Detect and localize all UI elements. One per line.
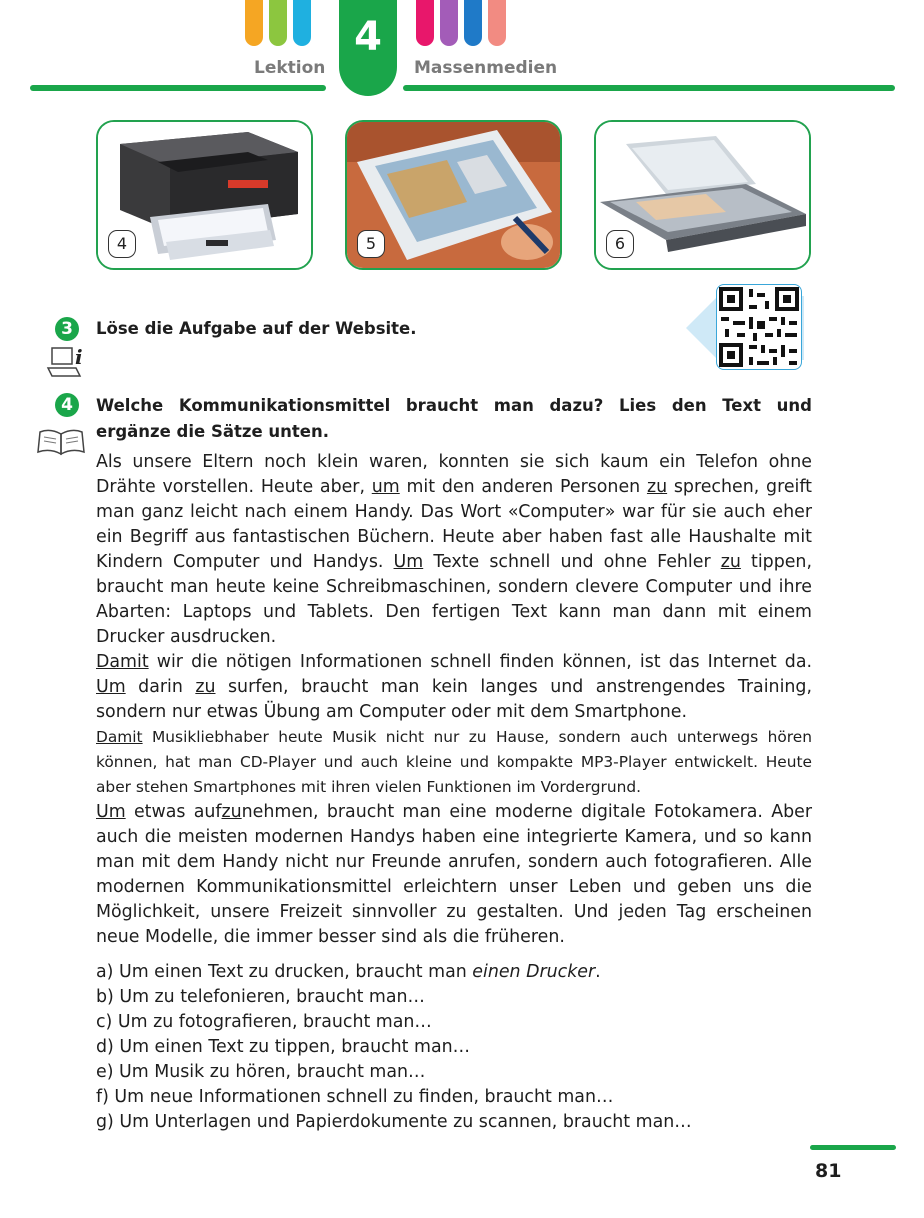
photo-printer — [96, 120, 313, 270]
qr-code-link[interactable] — [686, 284, 810, 372]
photo-number: 6 — [606, 230, 634, 258]
text-run: sprechen, greift man ganz leicht nach einem Handy. Das Wort «Computer» war für sie auch eher ein Begriff aus fantastischen Büchern. Heute aber haben fast alle Haushalte mit Kindern Computer und Handys. — [96, 477, 813, 572]
task-3-title: Löse die Aufgabe auf der Website. — [96, 319, 417, 338]
paragraph — [96, 800, 812, 950]
sentence-f: f) Um neue Informationen schnell zu finden, braucht man… — [96, 1087, 614, 1107]
underlined-word: Damit — [96, 652, 149, 672]
color-tab — [269, 0, 287, 46]
reading-text — [96, 450, 812, 950]
photo-number: 5 — [357, 230, 385, 258]
paragraph — [96, 650, 812, 725]
laptop-info-icon — [46, 344, 88, 380]
underlined-word: zu — [646, 477, 668, 497]
sentence-b: b) Um zu telefonieren, braucht man… — [96, 987, 425, 1007]
underlined-word: Um — [96, 802, 126, 822]
underlined-word: um — [371, 477, 400, 497]
color-tab — [464, 0, 482, 46]
text-run: a) Um einen Text zu drucken, braucht man — [96, 962, 473, 982]
color-tab — [488, 0, 506, 46]
color-tab — [293, 0, 311, 46]
underlined-word: Damit — [96, 728, 143, 746]
header-rule-right — [403, 85, 895, 91]
sentence-c: c) Um zu fotografieren, braucht man… — [96, 1012, 432, 1032]
photo-scanner — [594, 120, 811, 270]
sentence-g: g) Um Unterlagen und Papierdokumente zu scannen, braucht man… — [96, 1112, 692, 1132]
task-number-badge: 4 — [55, 393, 79, 417]
text-run: Als unsere Eltern noch klein waren, konnten sie sich kaum ein Telefon ohne Drähte vorstellen. Heute aber, — [96, 452, 812, 497]
header-rule-left — [30, 85, 326, 91]
svg-text:i: i — [75, 345, 83, 369]
underlined-word: zu — [195, 677, 216, 697]
text-run: darin — [125, 677, 196, 697]
photo-number: 4 — [108, 230, 136, 258]
example-answer: einen Drucker — [472, 962, 596, 982]
task-4-title-line2: ergänze die Sätze unten. — [96, 422, 329, 441]
color-tabs-left — [245, 0, 311, 46]
underlined-word: zu — [221, 802, 242, 822]
open-book-icon — [36, 426, 86, 458]
lesson-label: Lektion — [254, 58, 326, 78]
footer-rule — [810, 1145, 896, 1150]
task-4-title-line1: Welche Kommunikationsmittel braucht man dazu? Lies den Text und — [96, 396, 812, 415]
sentence-d: d) Um einen Text zu tippen, braucht man… — [96, 1037, 471, 1057]
text-run: nehmen, braucht man eine moderne digitale Fotokamera. Aber auch die meisten modernen Handys haben eine integrierte Kamera, und so kann man mit dem Handy nicht nur Freunde anrufen, sondern auch fotografieren. Alle modernen Kommunikationsmittel erleichtern unser Leben und geben uns die Möglichkeit, unsere Freizeit sinnvoller zu gestalten. Und jeden Tag erscheinen neue Modelle, die immer besser sind als die früheren. — [96, 802, 812, 947]
text-run: etwas auf — [125, 802, 222, 822]
text-run: Texte schnell und ohne Fehler — [423, 552, 721, 572]
text-run: surfen, braucht man kein langes und anstrengendes Training, sondern nur etwas Übung am Computer oder mit dem Smartphone. — [96, 677, 812, 722]
text-run: Musikliebhaber heute Musik nicht nur zu Hause, sondern auch unterwegs hören können, hat man CD-Player und auch kleine und kompakte MP3-Player entwickelt. Heute aber stehen Smartphones mit ihren vielen Funktionen im Vordergrund. — [96, 728, 812, 796]
paragraph — [96, 450, 812, 650]
paragraph — [96, 725, 812, 800]
color-tab — [440, 0, 458, 46]
page-number: 81 — [815, 1160, 842, 1182]
completion-sentences — [96, 960, 812, 1135]
sentence-a — [96, 960, 812, 985]
task-number-badge: 3 — [55, 317, 79, 341]
text-run: . — [595, 962, 601, 982]
underlined-word: Um — [96, 677, 126, 697]
color-tab — [416, 0, 434, 46]
color-tab — [245, 0, 263, 46]
qr-code — [716, 284, 802, 370]
qr-code-icon — [717, 285, 801, 369]
underlined-word: Um — [393, 552, 424, 572]
lesson-number-badge: 4 — [339, 0, 397, 96]
lesson-topic: Massenmedien — [414, 58, 558, 78]
text-run: mit den anderen Personen — [399, 477, 647, 497]
photo-tablet — [345, 120, 562, 270]
underlined-word: zu — [720, 552, 741, 572]
text-run: wir die nötigen Informationen schnell finden können, ist das Internet da. — [148, 652, 812, 672]
text-run: tippen, braucht man heute keine Schreibmaschinen, sondern clevere Computer und ihre Abarten: Laptops und Tablets. Den fertigen Text kann man dann mit einem Drucker ausdrucken. — [96, 552, 812, 647]
sentence-e: e) Um Musik zu hören, braucht man… — [96, 1062, 426, 1082]
color-tabs-right — [416, 0, 506, 46]
